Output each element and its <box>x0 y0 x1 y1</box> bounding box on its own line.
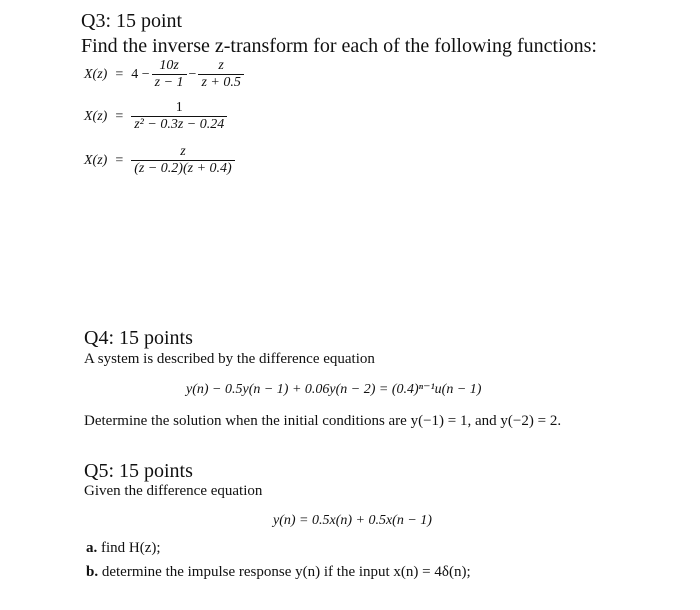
f2-equals: = <box>115 108 124 124</box>
q4-intro: A system is described by the difference equation <box>84 351 375 367</box>
q5-part-b-label: b. <box>86 564 99 580</box>
f3-denominator: (z − 0.2)(z + 0.4) <box>131 160 234 177</box>
q3-function-2 <box>84 100 227 133</box>
q3-prompt: Find the inverse z-transform for each of the following functions: <box>81 35 597 57</box>
q5-part-a-label: a. <box>86 540 98 556</box>
f1-frac1-denominator: z − 1 <box>152 74 187 91</box>
q4-title: Q4: 15 points <box>84 327 193 349</box>
f2-lhs: X(z) <box>84 108 108 124</box>
q5-part-a-text: find H(z); <box>101 540 161 556</box>
f1-frac2-denominator: z + 0.5 <box>198 74 243 91</box>
f1-frac1-numerator: 10z <box>159 58 179 73</box>
q5-part-b-text: determine the impulse response y(n) if the input x(n) = 4δ(n); <box>101 564 471 580</box>
q5-equation: y(n) = 0.5x(n) + 0.5x(n − 1) <box>273 513 432 528</box>
q5-title: Q5: 15 points <box>84 460 193 482</box>
f3-fraction <box>131 144 234 177</box>
q3-title: Q3: 15 point <box>81 10 183 32</box>
f2-denominator: z² − 0.3z − 0.24 <box>131 116 227 133</box>
q4-task: Determine the solution when the initial conditions are y(−1) = 1, and y(−2) = 2. <box>84 413 562 429</box>
q5-part-b <box>86 564 471 581</box>
f1-frac2-numerator: z <box>218 58 224 73</box>
f1-minus: − <box>188 66 197 82</box>
f3-lhs: X(z) <box>84 152 108 168</box>
q4-equation: y(n) − 0.5y(n − 1) + 0.06y(n − 2) = (0.4)ⁿ⁻¹u(n − 1) <box>186 382 482 397</box>
f1-lhs: X(z) <box>84 66 108 82</box>
q5-intro: Given the difference equation <box>84 483 263 499</box>
f2-numerator: 1 <box>175 100 183 115</box>
q5-part-a <box>86 540 161 557</box>
f1-const: 4 − <box>131 66 150 82</box>
q3-function-3 <box>84 144 235 177</box>
q3-function-1 <box>84 58 244 91</box>
f3-numerator: z <box>180 144 186 159</box>
f3-equals: = <box>115 152 124 168</box>
f1-fraction-1 <box>152 58 187 91</box>
f1-fraction-2 <box>198 58 243 91</box>
f2-fraction <box>131 100 227 133</box>
f1-equals: = <box>115 66 124 82</box>
